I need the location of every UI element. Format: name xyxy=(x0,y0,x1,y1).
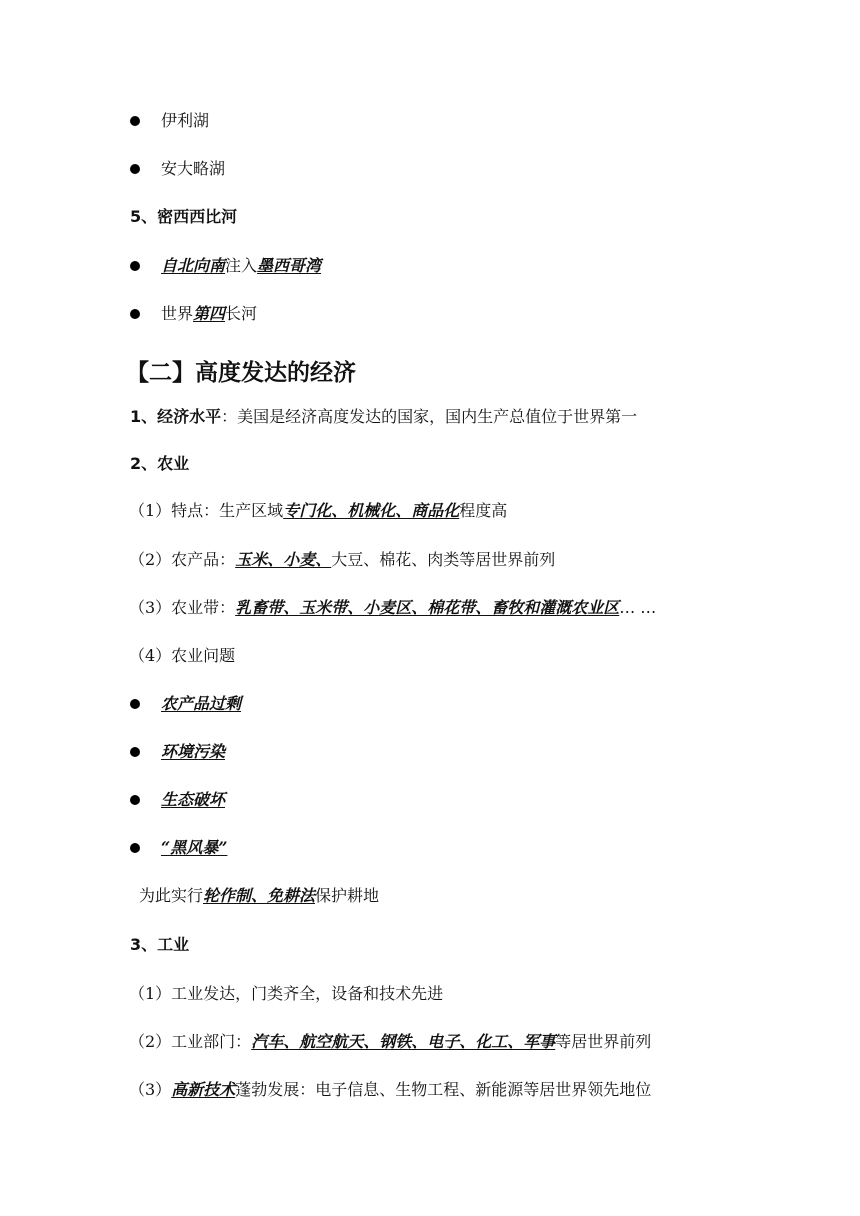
plain-text: 为此实行 xyxy=(139,886,204,905)
plain-text: （2）工业部门： xyxy=(129,1032,252,1051)
emphasis-text: 墨西哥湾 xyxy=(257,256,322,275)
emphasis-text: 专门化、机械化、商品化 xyxy=(283,501,460,520)
plain-text: 世界 xyxy=(161,304,194,323)
bullet-icon xyxy=(130,261,140,271)
bullet-icon xyxy=(130,309,140,319)
bullet-icon xyxy=(130,164,140,174)
agriculture-heading: 2、农业 xyxy=(130,454,190,473)
emphasis-text: 乳畜带、玉米带、小麦区、棉花带、畜牧和灌溉农业区 xyxy=(235,598,620,617)
bullet-icon xyxy=(130,843,140,853)
plain-text: （3） xyxy=(129,1080,172,1099)
mississippi-heading: 5、密西西比河 xyxy=(130,207,238,226)
agriculture-measure xyxy=(139,886,379,906)
plain-text: 注入 xyxy=(225,256,258,275)
agriculture-point-2 xyxy=(129,550,555,570)
industry-heading: 3、工业 xyxy=(130,935,190,954)
section-title: 【二】高度发达的经济 xyxy=(126,360,356,386)
bullet-icon xyxy=(130,795,140,805)
bullet-icon xyxy=(130,116,140,126)
emphasis-text: 汽车、航空航天、钢铁、电子、化工、军事 xyxy=(251,1032,556,1051)
plain-text: （2）农产品： xyxy=(129,550,236,569)
lake-erie: 伊利湖 xyxy=(161,111,210,130)
emphasis-text: 第四 xyxy=(193,304,226,323)
industry-point-3 xyxy=(129,1080,651,1100)
industry-point-1: （1）工业发达，门类齐全，设备和技术先进 xyxy=(129,984,444,1003)
economy-line xyxy=(130,407,637,427)
mississippi-flow xyxy=(161,256,321,276)
agriculture-problem: 环境污染 xyxy=(161,742,226,761)
emphasis-text: 轮作制、免耕法 xyxy=(203,886,316,905)
bullet-icon xyxy=(130,747,140,757)
plain-text: 蓬勃发展：电子信息、生物工程、新能源等居世界领先地位 xyxy=(235,1080,652,1099)
agriculture-point-4: （4）农业问题 xyxy=(129,646,236,665)
industry-point-2 xyxy=(129,1032,651,1052)
plain-text: 程度高 xyxy=(459,501,508,520)
plain-text: （1）特点：生产区域 xyxy=(129,501,284,520)
plain-text: … … xyxy=(619,598,657,617)
mississippi-rank xyxy=(161,304,257,324)
agriculture-point-1 xyxy=(129,501,507,521)
plain-text: 保护耕地 xyxy=(315,886,380,905)
agriculture-problem: 农产品过剩 xyxy=(161,694,242,713)
emphasis-text: 玉米、小麦、 xyxy=(235,550,332,569)
bullet-icon xyxy=(130,699,140,709)
emphasis-text: 自北向南 xyxy=(161,256,226,275)
lake-ontario: 安大略湖 xyxy=(161,159,226,178)
emphasis-text: 高新技术 xyxy=(171,1080,236,1099)
economy-text: ：美国是经济高度发达的国家，国内生产总值位于世界第一 xyxy=(221,407,638,426)
agriculture-problem: 生态破坏 xyxy=(161,790,226,809)
plain-text: 长河 xyxy=(225,304,258,323)
plain-text: （3）农业带： xyxy=(129,598,236,617)
agriculture-point-3 xyxy=(129,598,656,618)
economy-label: 1、经济水平 xyxy=(130,407,222,426)
agriculture-problem: “黑风暴” xyxy=(161,838,228,857)
plain-text: 等居世界前列 xyxy=(555,1032,652,1051)
plain-text: 大豆、棉花、肉类等居世界前列 xyxy=(331,550,556,569)
